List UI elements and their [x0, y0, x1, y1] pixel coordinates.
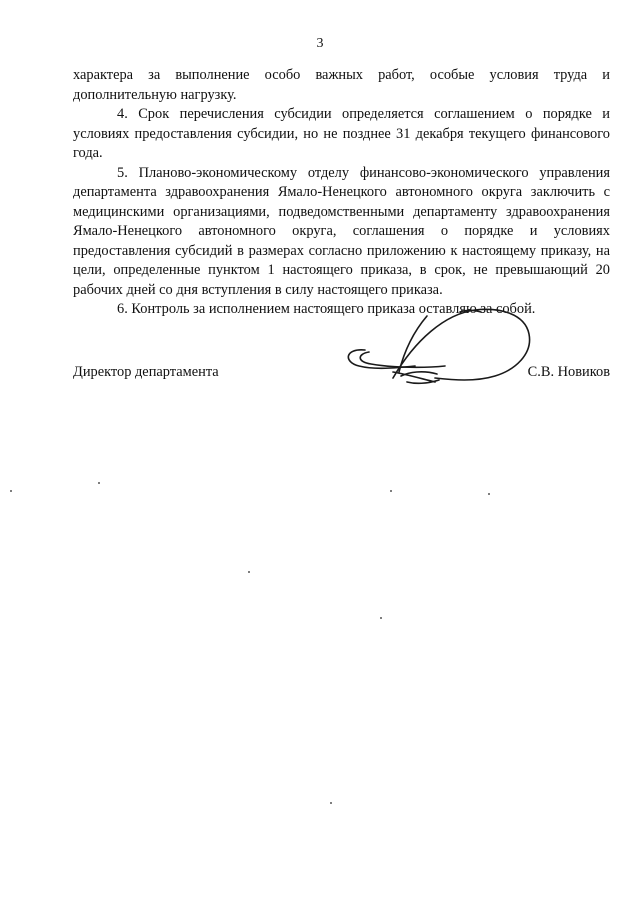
scan-speck: [10, 490, 12, 492]
scan-speck: [248, 571, 250, 573]
paragraph-continuation: характера за выполнение особо важных работ, особые условия труда и дополнительную нагрузку.: [73, 67, 610, 103]
paragraph-item-5: 5. Планово-экономическому отделу финансово-экономического управления департамента здравоохранения Ямало-Ненецкого автономного округа заключить с медицинскими организациями, подведомственными департаменту здравоохранения Ямало-Ненецкого автономного округа, соглашения о порядке и условиях предоставления субсидий в размерах согласно приложению к настоящему приказу, на цели, определенные пунктом 1 настоящего приказа, в срок, не превышающий 20 рабочих дней со дня вступления в силу настоящего приказа.: [73, 164, 610, 298]
paragraph-item-4: 4. Срок перечисления субсидии определяется соглашением о порядке и условиях предоставления субсидии, но не позднее 31 декабря текущего финансового года.: [73, 106, 610, 161]
page-number: 3: [316, 36, 324, 51]
document-body: [73, 66, 610, 320]
paragraph-item-6: 6. Контроль за исполнением настоящего приказа оставляю за собой.: [117, 301, 536, 317]
signature-block: [73, 362, 610, 384]
scan-speck: [390, 490, 392, 492]
scan-speck: [380, 617, 382, 619]
signer-name: С.В. Новиков: [527, 364, 610, 380]
scan-speck: [330, 802, 332, 804]
scan-speck: [488, 493, 490, 495]
signer-title: Директор департамента: [73, 364, 219, 380]
scan-speck: [98, 482, 100, 484]
